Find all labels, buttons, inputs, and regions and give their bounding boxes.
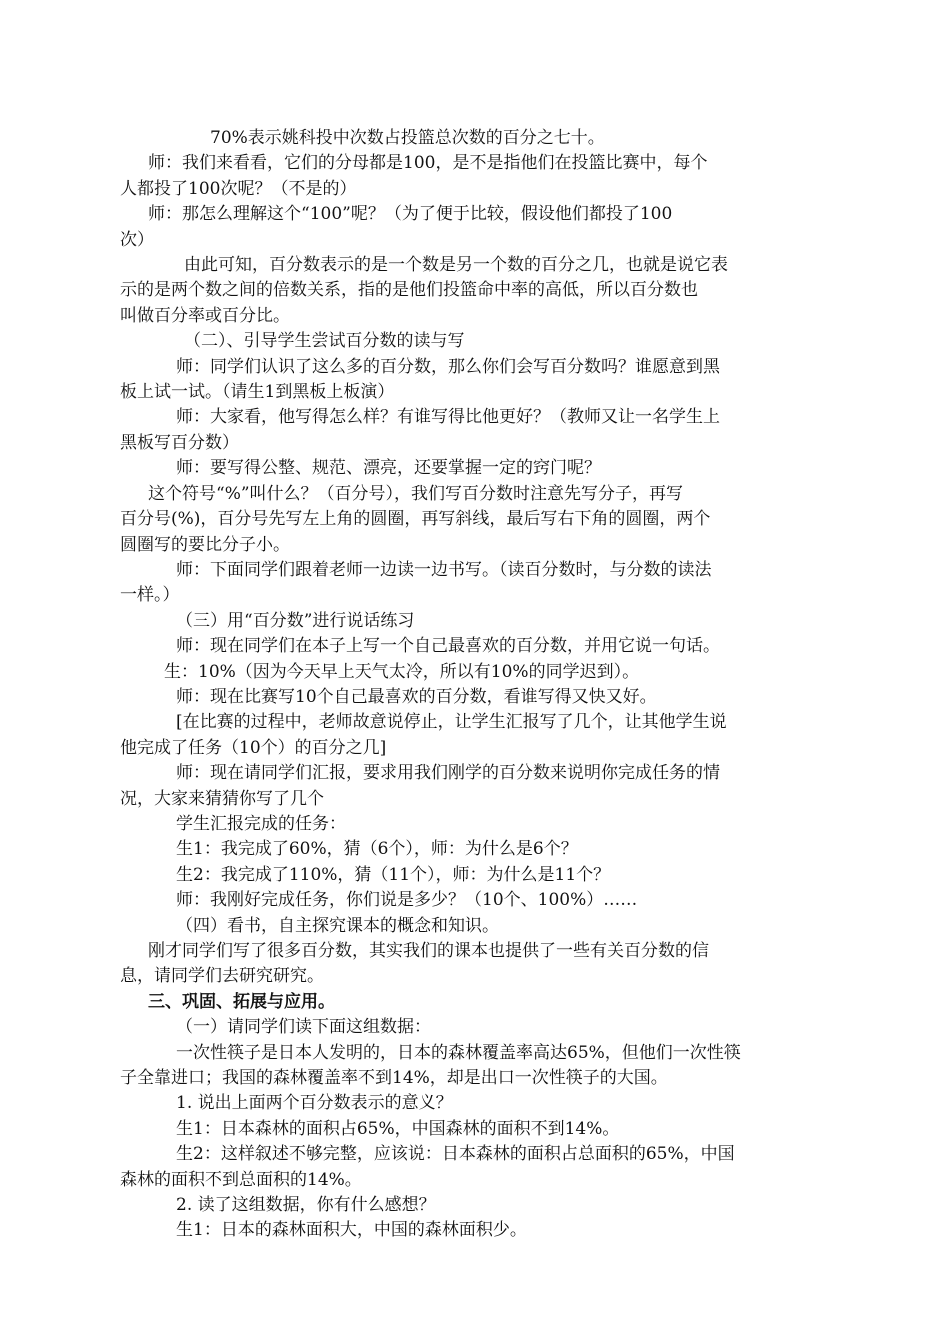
text-line: 息，请同学们去研究研究。: [120, 966, 324, 987]
text-line: 师：要写得公整、规范、漂亮，还要掌握一定的窍门呢？: [176, 458, 601, 479]
text-line: 生1：日本森林的面积占65%，中国森林的面积不到14%。: [176, 1118, 620, 1139]
text-line: 次）: [120, 229, 154, 250]
text-line: 师：那怎么理解这个“100”呢？（为了便于比较，假设他们都投了100: [148, 204, 673, 225]
text-line: 生1：日本的森林面积大，中国的森林面积少。: [176, 1220, 527, 1241]
text-line: 生2：我完成了110%，猜（11个），师：为什么是11个？: [176, 864, 611, 885]
text-line: 示的是两个数之间的倍数关系，指的是他们投篮命中率的高低，所以百分数也: [120, 280, 698, 301]
text-line: 学生汇报完成的任务：: [176, 813, 346, 834]
text-line: 2. 读了这组数据，你有什么感想？: [176, 1195, 436, 1216]
text-line: 生：10%（因为今天早上天气太冷，所以有10%的同学迟到）。: [164, 661, 640, 682]
text-line: 子全靠进口；我国的森林覆盖率不到14%，却是出口一次性筷子的大国。: [120, 1068, 668, 1089]
document-body: [120, 126, 820, 1244]
text-line: 师：大家看，他写得怎么样？有谁写得比他更好？（教师又让一名学生上: [176, 407, 720, 428]
text-line: 况，大家来猜猜你写了几个: [120, 788, 324, 809]
text-line: 刚才同学们写了很多百分数，其实我们的课本也提供了一些有关百分数的信: [148, 941, 709, 961]
text-line: 叫做百分率或百分比。: [120, 305, 290, 326]
text-line: [在比赛的过程中，老师故意说停止，让学生汇报写了几个，让其他学生说: [176, 712, 727, 733]
text-line: 由此可知，百分数表示的是一个数是另一个数的百分之几，也就是说它表: [184, 255, 728, 276]
text-line: 师：现在请同学们汇报，要求用我们刚学的百分数来说明你完成任务的情: [176, 763, 720, 784]
text-line: 这个符号“%”叫什么？（百分号），我们写百分数时注意先写分子，再写: [148, 483, 684, 504]
text-line: 师：我刚好完成任务，你们说是多少？（10个、100%）……: [176, 890, 638, 911]
text-line: 一样。）: [120, 585, 180, 606]
text-line: （四）看书，自主探究课本的概念和知识。: [176, 915, 499, 936]
text-line: 70%表示姚科投中次数占投篮总次数的百分之七十。: [210, 128, 605, 148]
text-line: 师：现在同学们在本子上写一个自己最喜欢的百分数，并用它说一句话。: [176, 636, 720, 657]
text-line: 1. 说出上面两个百分数表示的意义？: [176, 1093, 453, 1114]
text-line: 三、巩固、拓展与应用。: [148, 991, 335, 1012]
text-line: 师：现在比赛写10个自己最喜欢的百分数，看谁写得又快又好。: [176, 686, 657, 707]
text-line: 森林的面积不到总面积的14%。: [120, 1169, 362, 1190]
text-line: （三）用“百分数”进行说话练习: [176, 610, 415, 631]
text-line: 师：下面同学们跟着老师一边读一边书写。（读百分数时，与分数的读法: [176, 559, 712, 580]
text-line: 生1：我完成了60%，猜（6个），师：为什么是6个？: [176, 839, 578, 860]
text-line: 一次性筷子是日本人发明的，日本的森林覆盖率高达65%，但他们一次性筷: [176, 1042, 741, 1063]
text-line: 他完成了任务（10个）的百分之几]: [120, 737, 387, 758]
text-line: （二）、引导学生尝试百分数的读与写: [184, 331, 465, 352]
text-line: 板上试一试。（请生1到黑板上板演）: [120, 382, 395, 403]
text-line: 生2：这样叙述不够完整，应该说：日本森林的面积占总面积的65%，中国: [176, 1144, 735, 1165]
text-line: 黑板写百分数）: [120, 432, 239, 453]
text-line: 圆圈写的要比分子小。: [120, 534, 290, 555]
text-line: 百分号(%)，百分号先写左上角的圆圈，再写斜线，最后写右下角的圆圈，两个: [120, 509, 711, 530]
text-line: 师：同学们认识了这么多的百分数，那么你们会写百分数吗？谁愿意到黑: [176, 356, 720, 377]
text-line: 师：我们来看看，它们的分母都是100，是不是指他们在投篮比赛中，每个: [148, 153, 708, 174]
text-line: （一）请同学们读下面这组数据：: [176, 1017, 431, 1038]
text-line: 人都投了100次呢？（不是的）: [120, 178, 357, 199]
